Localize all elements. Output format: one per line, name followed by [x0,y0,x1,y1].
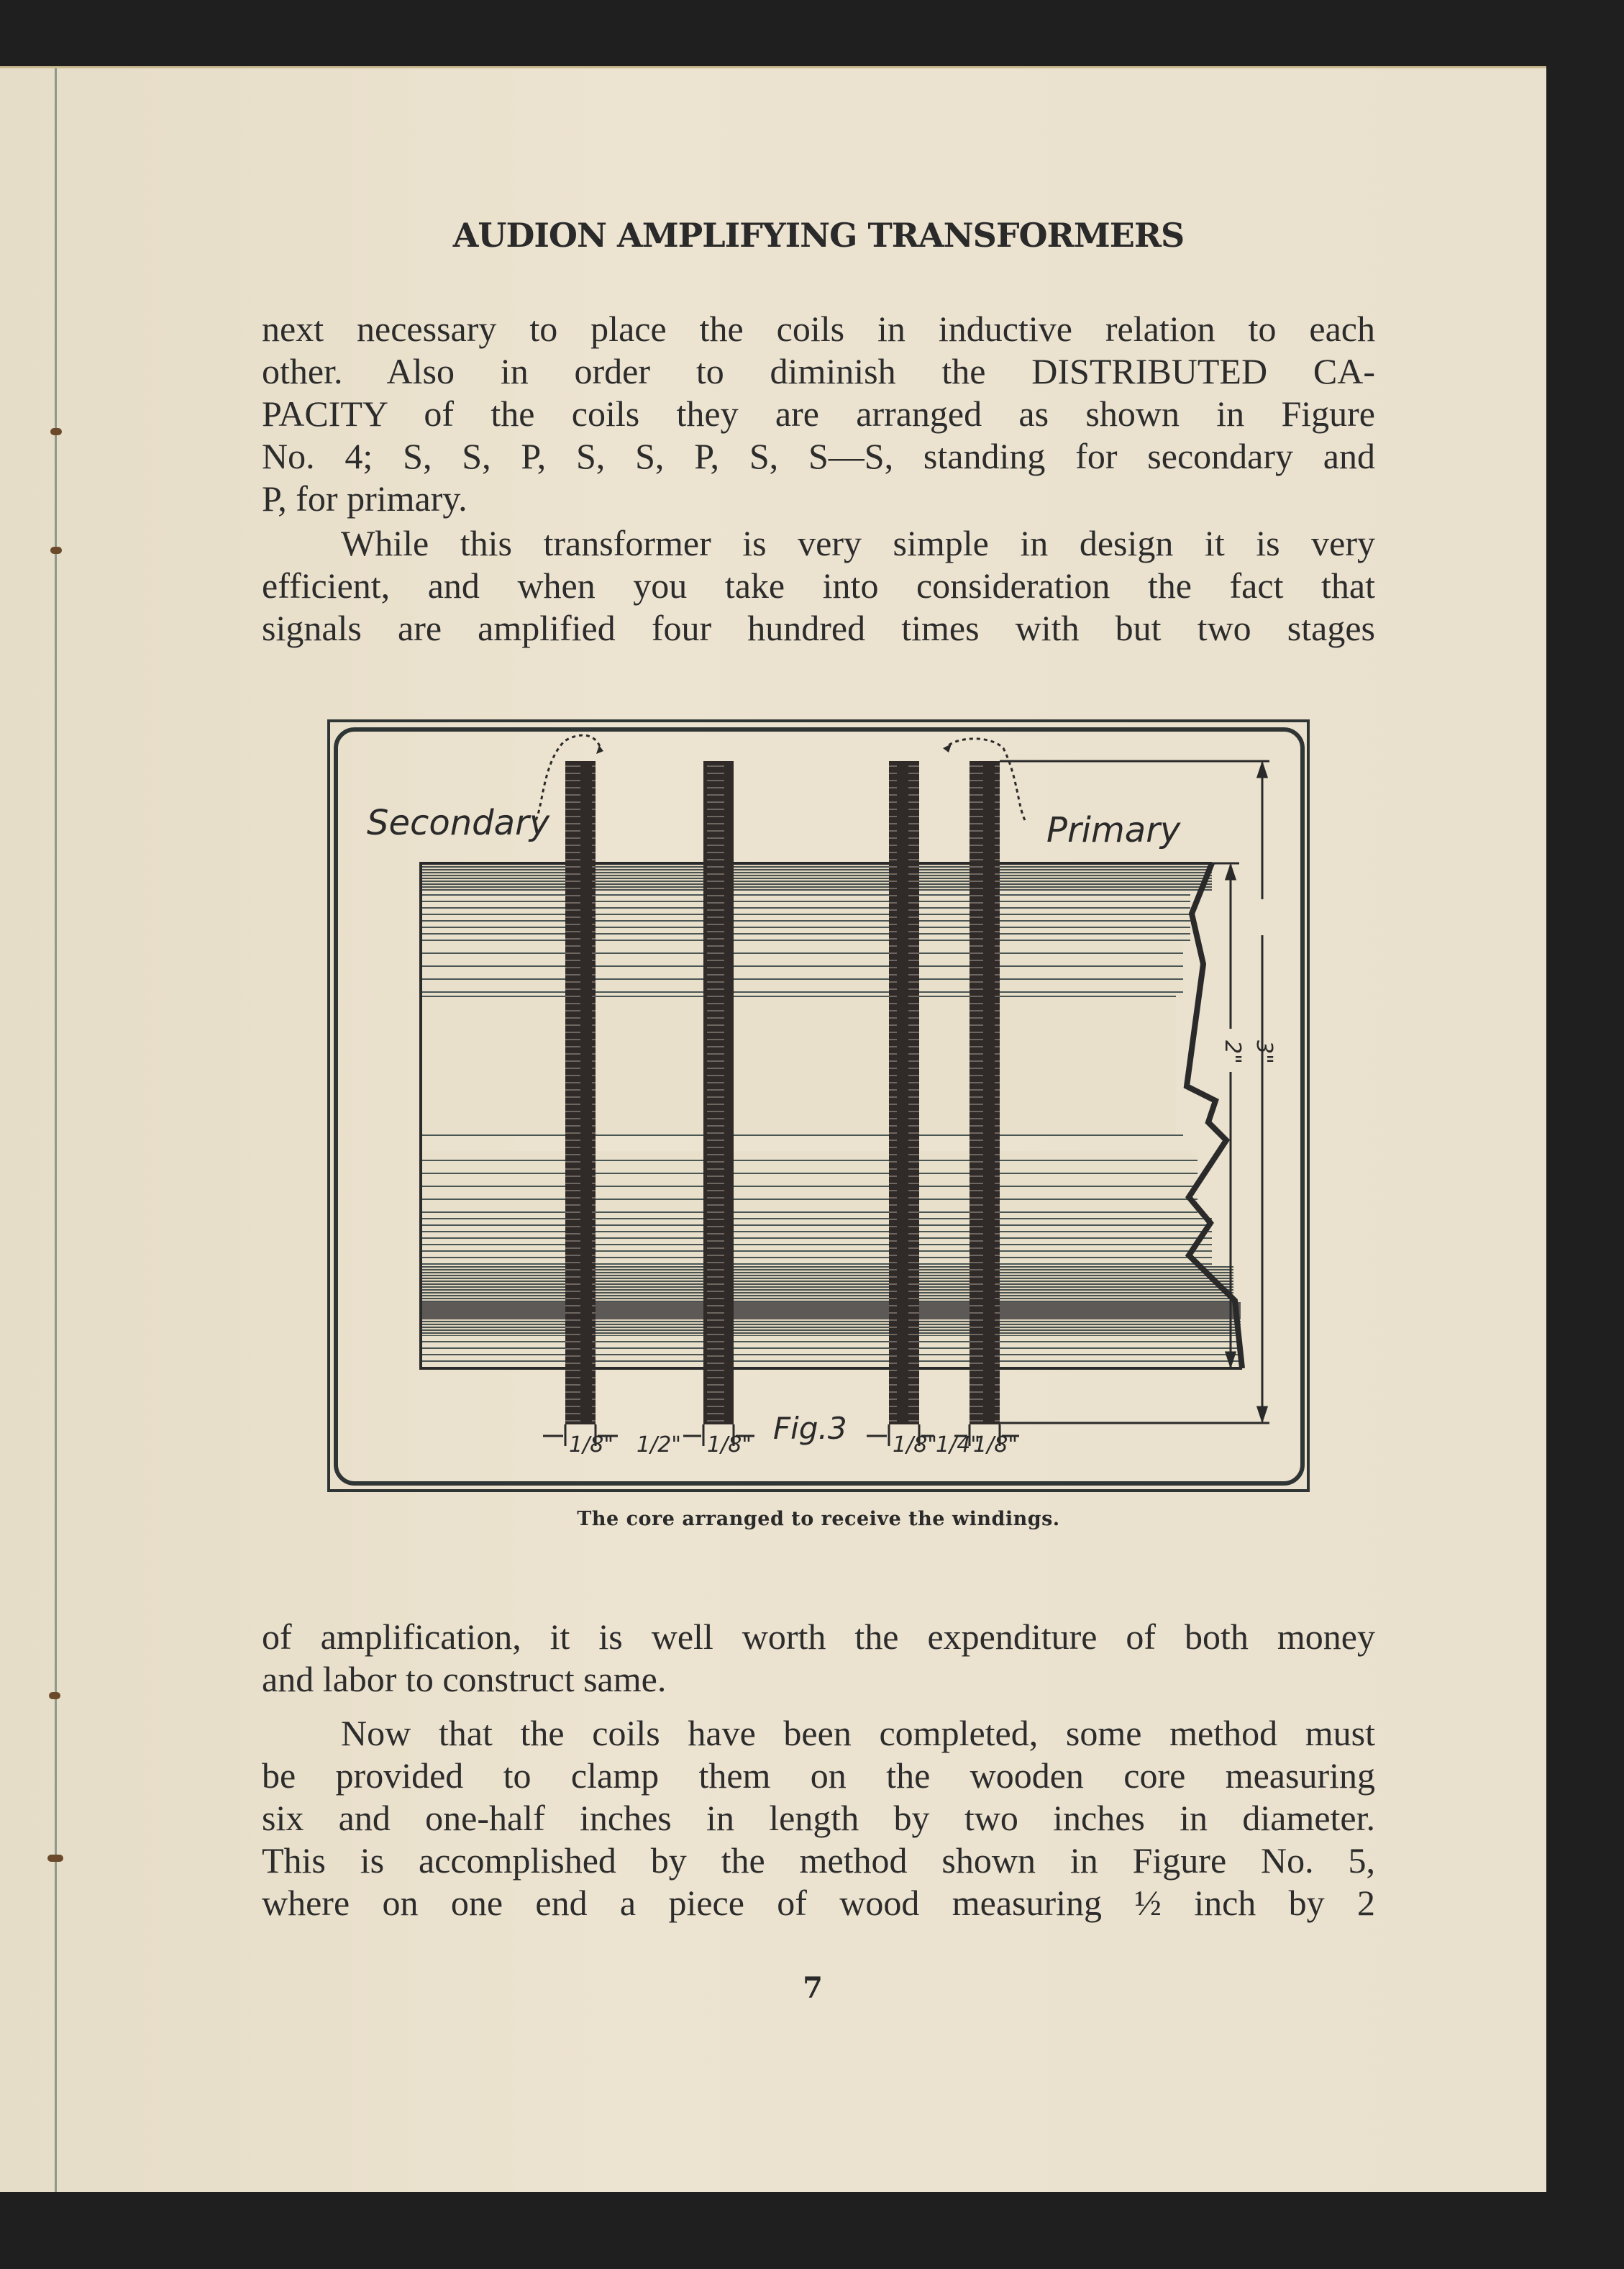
svg-text:1/4": 1/4" [936,1432,981,1458]
binding-stitch [50,547,62,554]
label-secondary: Secondary [367,803,550,843]
text-line: of amplification, it is well worth the expenditure of both money [262,1617,1375,1657]
text-line: where on one end a piece of wood measuring ½ inch by 2 [262,1883,1375,1923]
text-line: Now that the coils have been completed, some method must [341,1713,1375,1753]
binding-line [55,68,57,2192]
text-line: and labor to construct same. [262,1659,667,1699]
coil-secondary-3 [889,761,919,1424]
page-number: 7 [803,1971,823,2005]
text-line: efficient, and when you take into consideration the fact that [262,565,1375,606]
svg-text:1/8": 1/8" [973,1432,1018,1458]
paragraph-1 [262,308,1375,520]
text-line: six and one-half inches in length by two inches in diameter. [262,1798,1375,1838]
coil-primary [970,761,1000,1424]
text-line: signals are amplified four hundred times with but two stages [262,608,1375,648]
dimension-core-diameter: 2" [1220,1040,1245,1064]
coil-secondary-2 [703,761,734,1424]
dimension-coil-diameter: 3" [1251,1040,1277,1064]
running-header: AUDION AMPLIFYING TRANSFORMERS [452,216,1185,255]
paragraph-4 [262,1712,1375,1924]
figure-3-core-diagram [327,719,1311,1494]
coil-secondary-1 [565,761,596,1424]
text-line: While this transformer is very simple in design it is very [341,523,1375,563]
core-body [421,862,1242,1368]
paragraph-3 [262,1616,1375,1701]
binding-stitch [47,1855,63,1862]
figure-label: Fig.3 [773,1411,847,1446]
binding-stitch [50,428,62,435]
text-line: PACITY of the coils they are arranged as shown in Figure [262,394,1375,434]
svg-text:1/8": 1/8" [707,1432,752,1458]
svg-text:1/8": 1/8" [569,1432,614,1458]
text-line: No. 4; S, S, P, S, S, P, S, S—S, standing for secondary and [262,436,1375,476]
label-primary: Primary [1046,810,1181,850]
paragraph-2 [262,522,1375,650]
binding-stitch [49,1692,60,1699]
text-line: P, for primary. [262,478,467,519]
text-line: be provided to clamp them on the wooden core measuring [262,1755,1375,1796]
svg-text:1/8": 1/8" [893,1432,938,1458]
figure-caption: The core arranged to receive the windings. [577,1508,1060,1530]
text-line: next necessary to place the coils in inductive relation to each [262,309,1375,349]
text-line: other. Also in order to diminish the DISTRIBUTED CA- [262,351,1375,391]
svg-text:1/2": 1/2" [637,1432,682,1458]
text-line: This is accomplished by the method shown in Figure No. 5, [262,1840,1375,1881]
